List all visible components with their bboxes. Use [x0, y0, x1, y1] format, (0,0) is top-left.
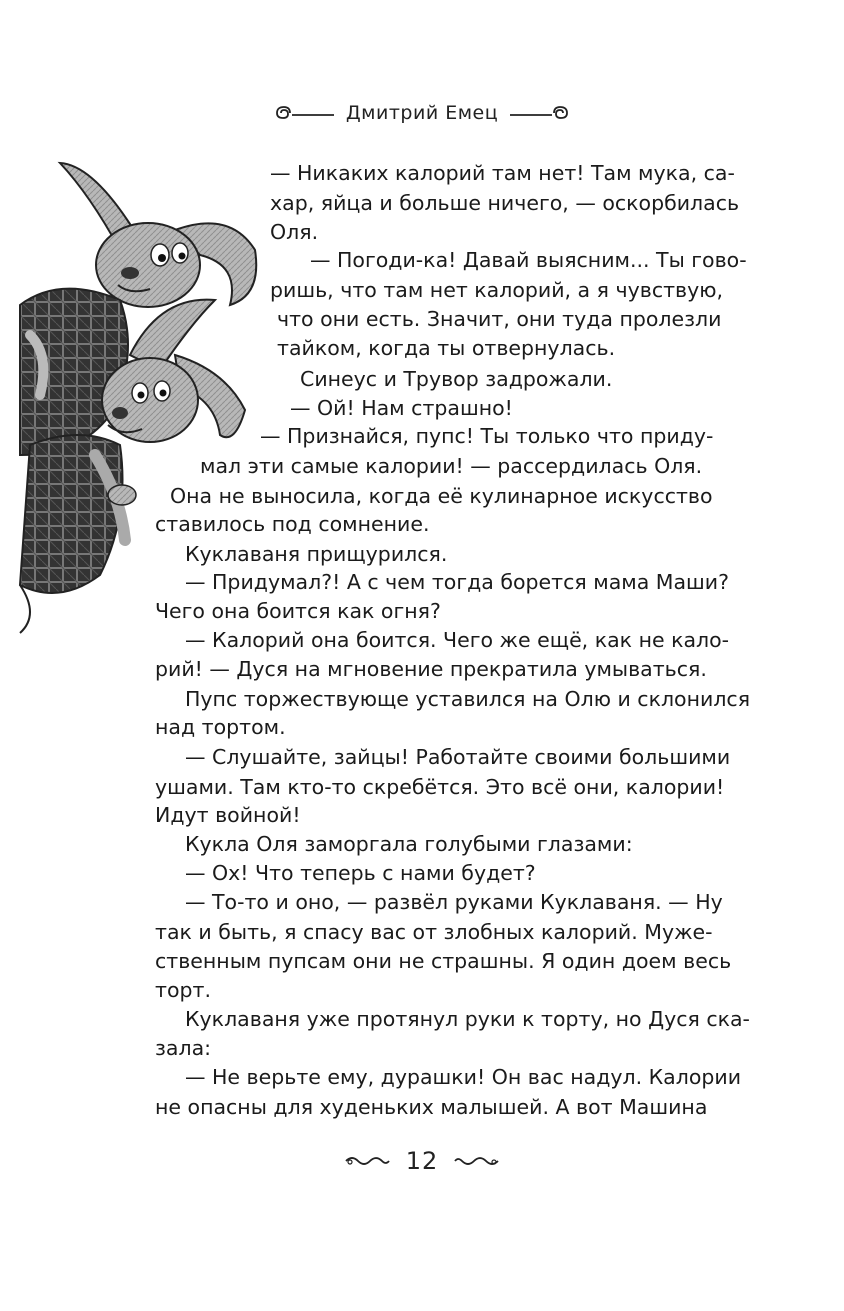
text-line: над тортом.: [155, 715, 286, 739]
text-line: ришь, что там нет калорий, а я чувствую,: [270, 278, 724, 302]
text-line: что они есть. Значит, они туда пролезли: [277, 307, 722, 331]
running-header: [0, 102, 844, 124]
text-line: хар, яйца и больше ничего, — оскорбилась: [270, 191, 740, 215]
text-line: зала:: [155, 1036, 212, 1060]
text-line: Чего она боится как огня?: [155, 599, 441, 623]
text-line: Куклаваня прищурился.: [185, 542, 448, 566]
text-line: — Погоди-ка! Давай выясним... Ты гово-: [310, 248, 747, 272]
text-line: не опасны для худеньких малышей. А вот Машина: [155, 1095, 708, 1119]
text-line: — Ох! Что теперь с нами будет?: [185, 861, 536, 885]
text-line: ставилось под сомнение.: [155, 512, 430, 536]
page-number: 12: [405, 1147, 439, 1175]
text-line: — Придумал?! А с чем тогда борется мама Маши?: [185, 570, 730, 594]
text-line: Куклаваня уже протянул руки к торту, но Дуся ска-: [185, 1007, 750, 1031]
text-line: ственным пупсам они не страшны. Я один доем весь: [155, 949, 732, 973]
author-name: Дмитрий Емец: [345, 102, 499, 124]
text-line: — Признайся, пупс! Ты только что приду-: [260, 424, 714, 448]
text-line: — Калорий она боится. Чего же ещё, как не кало-: [185, 628, 730, 652]
text-line: Идут войной!: [155, 803, 301, 827]
text-line: рий! — Дуся на мгновение прекратила умываться.: [155, 657, 707, 681]
text-line: так и быть, я спасу вас от злобных калорий. Муже-: [155, 920, 713, 944]
text-line: Синеус и Трувор задрожали.: [300, 367, 613, 391]
text-line: — То-то и оно, — развёл руками Куклаваня. — Ну: [185, 890, 723, 914]
text-line: Пупс торжествующе уставился на Олю и склонился: [185, 687, 751, 711]
swirl-ornament-right-icon: [452, 1153, 502, 1169]
text-line: торт.: [155, 978, 211, 1002]
swirl-ornament-left-icon: [342, 1153, 392, 1169]
text-line: — Никаких калорий там нет! Там мука, са-: [270, 161, 735, 185]
text-line: мал эти самые калории! — рассердилась Оля.: [200, 454, 703, 478]
text-line: Оля.: [270, 220, 319, 244]
page-footer: [0, 1147, 844, 1175]
text-line: ушами. Там кто-то скребётся. Это всё они, калории!: [155, 775, 725, 799]
swirl-ornament-right-icon: [508, 104, 572, 122]
swirl-ornament-left-icon: [272, 104, 336, 122]
text-line: тайком, когда ты отвернулась.: [277, 336, 616, 360]
text-line: — Не верьте ему, дурашки! Он вас надул. Калории: [185, 1065, 742, 1089]
text-line: Она не выносила, когда её кулинарное искусство: [170, 484, 713, 508]
text-line: — Ой! Нам страшно!: [290, 396, 513, 420]
text-line: Кукла Оля заморгала голубыми глазами:: [185, 832, 633, 856]
text-line: — Слушайте, зайцы! Работайте своими большими: [185, 745, 731, 769]
